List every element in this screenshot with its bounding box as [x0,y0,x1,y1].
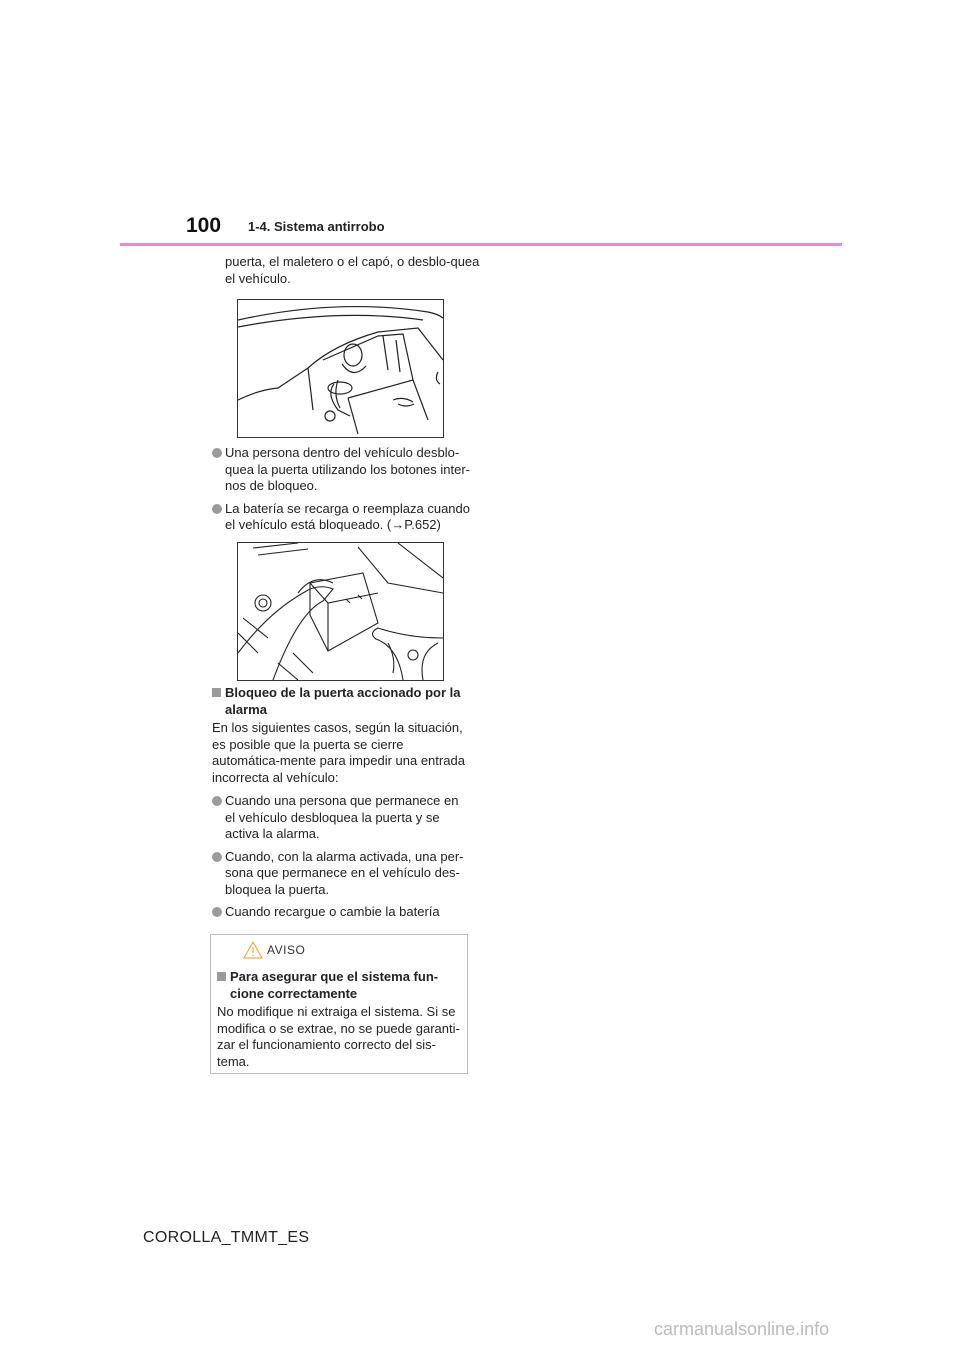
list-item-text: Cuando una persona que permanece en el vehículo desbloquea la puerta y se activa la alarma. [225,793,459,841]
car-door-illustration [238,300,443,437]
notice-label: AVISO [267,943,306,957]
list-item [212,445,472,495]
warning-notice-box [210,934,468,1074]
heading-square-icon [217,972,226,981]
notice-body-text: No modifique ni extraiga el sistema. Si se modifica o se extrae, no se puede garanti-zar el funcionamiento correcto del sis-tema. [217,1004,460,1069]
figure-car-door [237,299,444,438]
bullet-dot [212,796,222,806]
notice-heading-text: Para asegurar que el sistema fun-cione correctamente [230,969,439,1001]
list-item-text: Cuando, con la alarma activada, una per-sona que permanece en el vehículo des-bloquea la puerta. [225,848,464,897]
notice-content [217,969,461,1070]
subsection [212,685,472,921]
list-item [212,849,472,899]
list-item [212,501,472,534]
subsection-heading-text: Bloqueo de la puerta accionado por la alarma [225,685,461,717]
section-title: 1-4. Sistema antirrobo [248,219,385,234]
list-item [212,904,472,921]
bullet-dot [212,852,222,862]
header-rule [120,243,842,246]
notice-heading [217,969,461,1002]
continuation-text: puerta, el maletero o el capó, o desblo-quea el vehículo. [225,254,480,286]
bullet-dot [212,448,222,458]
page-number: 100 [186,214,222,237]
list-item-text: Cuando recargue o cambie la batería [225,904,440,919]
heading-square-icon [212,688,221,697]
list-item-text: La batería se recarga o reemplaza cuando el vehículo está bloqueado. (→P.652) [225,500,470,532]
bullet-list-a [212,445,472,534]
bullet-dot [212,907,222,917]
figure-battery [237,542,444,681]
subsection-heading [212,685,472,718]
warning-triangle-icon [243,941,263,959]
battery-illustration [238,543,443,680]
document-footer: COROLLA_TMMT_ES [143,1229,310,1246]
list-item-text: Una persona dentro del vehículo desblo-quea la puerta utilizando los botones inter-nos de bloqueo. [225,445,470,493]
bullet-dot [212,504,222,514]
watermark: carmanualsonline.info [654,1319,830,1339]
list-item [212,793,472,843]
subsection-intro: En los siguientes casos, según la situación, es posible que la puerta se cierre automática-mente para impedir una entrada incorrecta al vehículo: [212,720,465,785]
